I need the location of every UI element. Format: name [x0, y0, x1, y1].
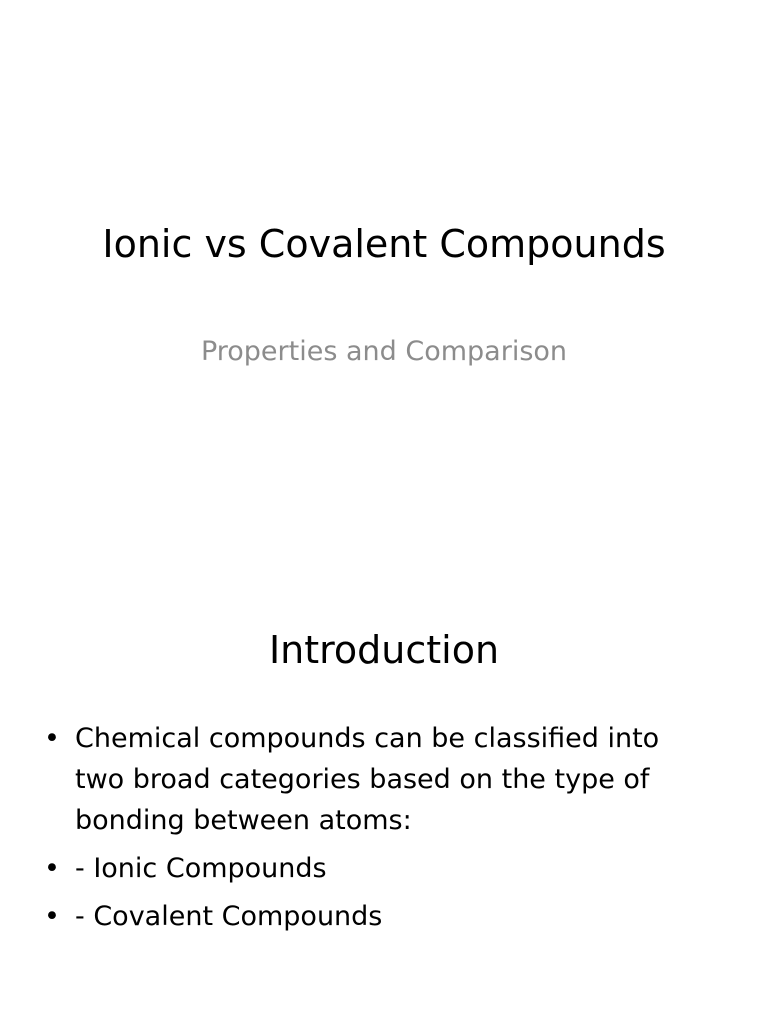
bullet-text: Chemical compounds can be classified into two broad categories based on the type of bonding between atoms: — [75, 723, 660, 836]
slide-title: Ionic vs Covalent Compounds — [102, 222, 666, 266]
bullet-icon: • — [44, 853, 60, 884]
bullet-text: - Covalent Compounds — [75, 901, 383, 932]
bullet-list — [38, 718, 698, 944]
bullet-item — [38, 896, 698, 937]
bullet-icon: • — [44, 901, 60, 932]
bullet-item — [38, 848, 698, 889]
bullet-text: - Ionic Compounds — [75, 853, 327, 884]
bullet-item — [38, 718, 698, 841]
slide-subtitle: Properties and Comparison — [200, 336, 568, 367]
bullet-icon: • — [44, 723, 60, 754]
section-title: Introduction — [268, 628, 500, 672]
introduction-slide — [0, 576, 768, 1024]
